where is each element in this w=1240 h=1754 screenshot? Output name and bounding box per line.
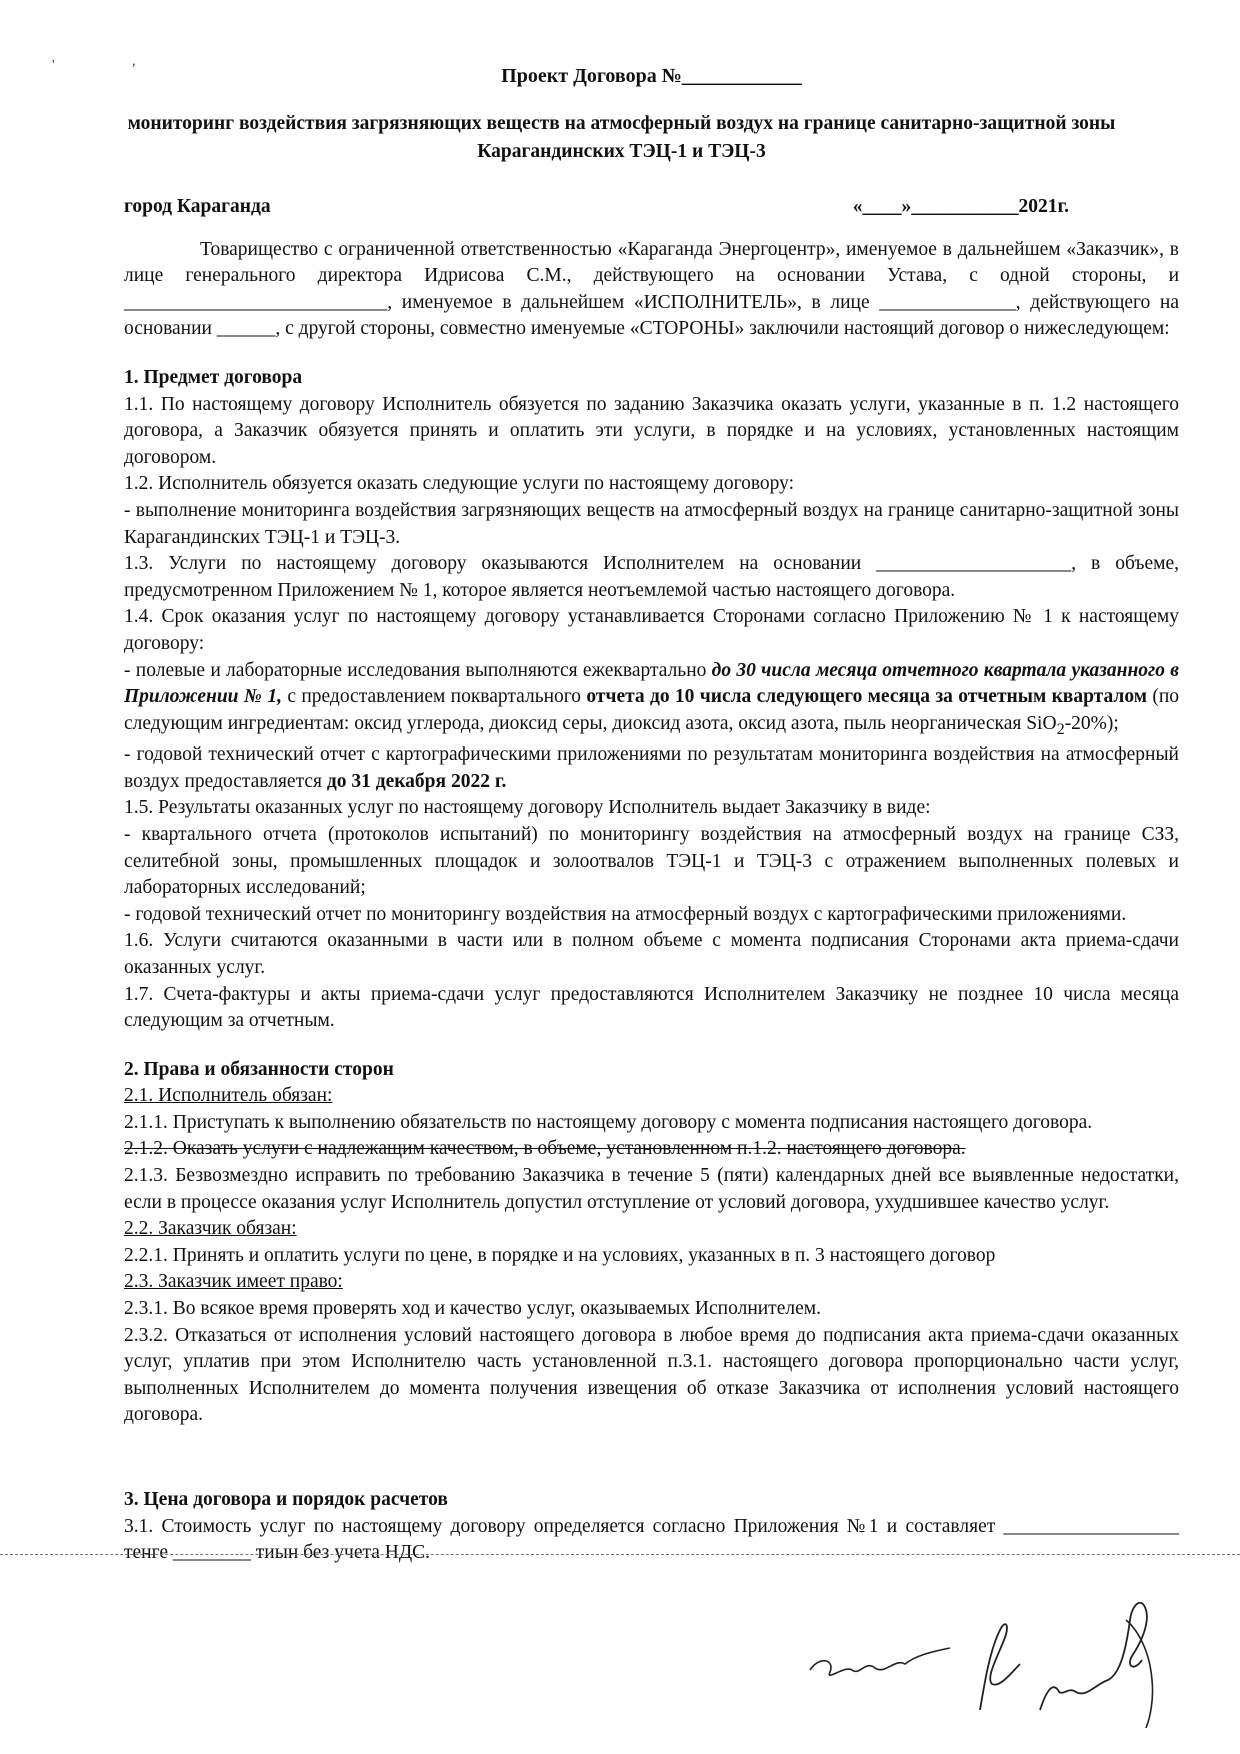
signature-stroke (810, 1648, 950, 1675)
clause-3-1: 3.1. Стоимость услуг по настоящему договору определяется согласно Приложения №1 и составляет __________________ тенге ________ тиын без учета НДС. (124, 1515, 1179, 1564)
document-body (124, 52, 1179, 1567)
subsection-2-3-heading: 2.3. Заказчик имеет право: (124, 1271, 343, 1293)
clause-2-1-3: 2.1.3. Безвозмездно исправить по требованию Заказчика в течение 5 (пяти) календарных дней все выявленные недостатки, если в процессе оказания услуг Исполнитель допустил отступление от условий договора, ухудшившее качество услуг. (124, 1165, 1179, 1213)
subsection-2-2-heading: 2.2. Заказчик обязан: (124, 1218, 297, 1240)
contract-date: «____»___________2021г. (852, 196, 1069, 217)
page-divider (0, 1554, 1240, 1557)
text-run: (по следующим ингредиентам: оксид углерода, диоксид серы, диоксид азота, оксид азота, пыль неорганическая SiO (124, 686, 1180, 734)
clause-1-4-item-annual (124, 742, 1179, 795)
clause-1-5-item-annual: - годовой технический отчет по мониторингу воздействия на атмосферный воздух с картографическими приложениями. (124, 903, 1127, 925)
report-deadline-emphasis: отчета до 10 числа следующего месяца за отчетным кварталом (586, 686, 1148, 708)
clause-1-5: 1.5. Результаты оказанных услуг по настоящему договору Исполнитель выдает Заказчику в виде: (124, 797, 931, 819)
clause-2-3-1: 2.3.1. Во всякое время проверять ход и качество услуг, оказываемых Исполнителем. (124, 1298, 821, 1320)
clause-1-7: 1.7. Счета-фактуры и акты приема-сдачи услуг предоставляются Исполнителем Заказчику не позднее 10 числа месяца следующим за отчетным. (124, 983, 1179, 1032)
clause-1-4: 1.4. Срок оказания услуг по настоящему договору устанавливается Сторонами согласно Приложению № 1 к настоящему договору: (124, 606, 1179, 654)
subscript: 2 (1056, 719, 1065, 738)
scan-mark: ' (52, 58, 55, 73)
clause-1-2: 1.2. Исполнитель обязуется оказать следующие услуги по настоящему договору: (124, 473, 795, 495)
text-run: с предоставлением поквартального (282, 686, 587, 708)
clause-1-2-item: - выполнение мониторинга воздействия загрязняющих веществ на атмосферный воздух на границе санитарно-защитной зоны Карагандинских ТЭЦ-1 и ТЭЦ-3. (124, 499, 1179, 548)
clause-1-1: 1.1. По настоящему договору Исполнитель обязуется по заданию Заказчика оказать услуги, указанные в п. 1.2 настоящего договора, а Заказчик обязуется принять и оплатить эти услуги, в порядке и на условиях, установленных настоящим договором. (124, 393, 1179, 468)
clause-2-1-2: 2.1.2. Оказать услуги с надлежащим качеством, в объеме, установленном п.1.2. настоящего договора. (124, 1138, 966, 1160)
clause-1-3: 1.3. Услуги по настоящему договору оказываются Исполнителем на основании ____________________, в объеме, предусмотренном Приложением № 1, которое является неотъемлемой частью настоящего договора. (124, 553, 1179, 601)
handwritten-signatures (790, 1560, 1190, 1730)
text-run: - полевые и лабораторные исследования выполняются ежеквартально (124, 659, 712, 681)
subsection-2-1-heading: 2.1. Исполнитель обязан: (124, 1085, 333, 1107)
scan-mark: , (132, 54, 136, 69)
text-run: -20%); (1064, 712, 1119, 734)
clause-1-5-item-quarterly: - квартального отчета (протоколов испытаний) по мониторингу воздействия на атмосферный воздух на границе СЗЗ, селитебной зоны, промышленных площадок и золоотвалов ТЭЦ-1 и ТЭЦ-3 с отражением выполненных полевых и лабораторных исследований; (124, 823, 1179, 899)
clause-1-4-item-field (124, 658, 1179, 743)
city-date-line (124, 194, 1179, 221)
contract-subject-title: мониторинг воздействия загрязняющих веществ на атмосферный воздух на границе санитарно-защитной зоны Карагандинских ТЭЦ-1 и ТЭЦ-3 (127, 113, 1116, 162)
clause-2-1-1: 2.1.1. Приступать к выполнению обязательств по настоящему договору с момента подписания настоящего договора. (124, 1111, 1093, 1133)
annual-deadline-emphasis: до 31 декабря 2022 г. (326, 770, 507, 792)
section-2-heading: 2. Права и обязанности сторон (124, 1058, 394, 1080)
section-1-heading: 1. Предмет договора (124, 366, 303, 388)
clause-1-6: 1.6. Услуги считаются оказанными в части или в полном объеме с момента подписания Сторонами акта приема-сдачи оказанных услуг. (124, 930, 1179, 978)
intro-paragraph: Товарищество с ограниченной ответственностью «Караганда Энергоцентр», именуемое в дальнейшем «Заказчик», в лице генерального директора Идрисова С.М., действующего на основании Устава, с одной стороны, и ___________________________, именуемое в дальнейшем «ИСПОЛНИТЕЛЬ», в лице ______________, действующего на основании ______, с другой стороны, совместно именуемые «СТОРОНЫ» заключили настоящий договор о нижеследующем: (124, 238, 1179, 340)
city: город Караганда (124, 196, 271, 217)
section-3-heading: 3. Цена договора и порядок расчетов (124, 1489, 448, 1511)
clause-2-2-1: 2.2.1. Принять и оплатить услуги по цене, в порядке и на условиях, указанных в п. 3 настоящего договор (124, 1244, 996, 1266)
page-title: Проект Договора №____________ (501, 65, 802, 87)
signature-stroke (1040, 1603, 1147, 1710)
text-run: - годовой технический отчет с картографическими приложениями по результатам мониторинга воздействия на атмосферный воздух предоставляется (124, 744, 1179, 792)
signature-stroke (980, 1624, 1020, 1710)
deadline-emphasis: до 30 числа месяца отчетного квартала указанного в Приложении № 1, (124, 659, 1179, 708)
signature-stroke (1126, 1620, 1153, 1728)
clause-2-3-2: 2.3.2. Отказаться от исполнения условий настоящего договора в любое время до подписания акта приема-сдачи оказанных услуг, уплатив при этом Исполнителю часть установленной п.3.1. настоящего договора пропорционально части услуг, выполненных Исполнителем до момента получения извещения об отказе Заказчика от исполнения условий настоящего договора. (124, 1324, 1179, 1426)
